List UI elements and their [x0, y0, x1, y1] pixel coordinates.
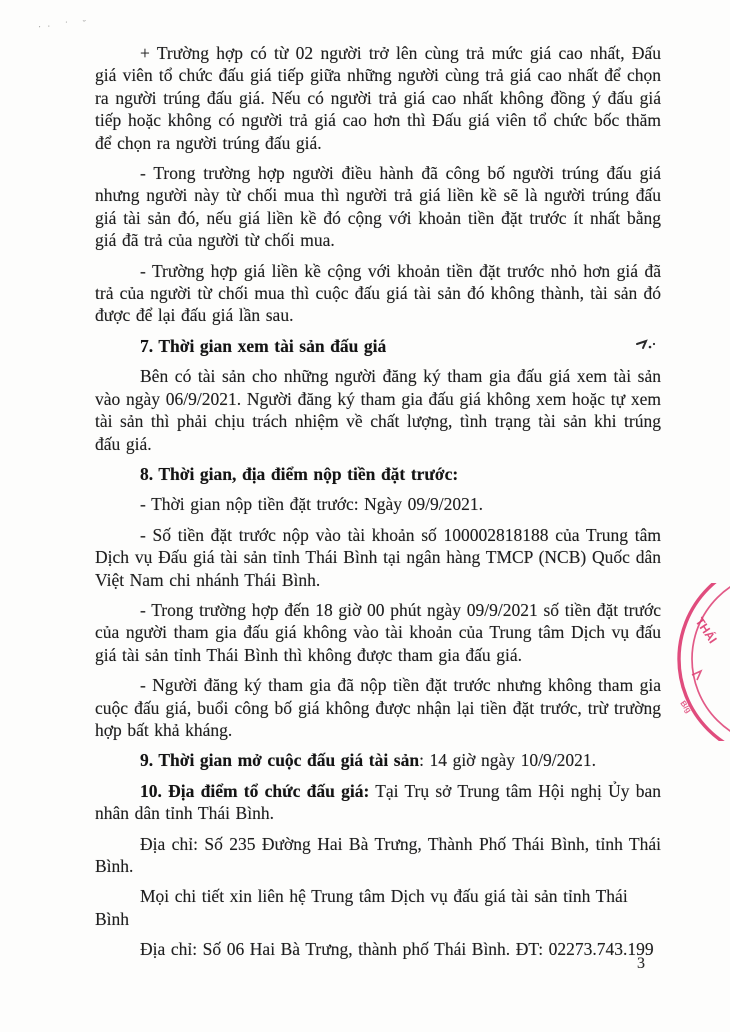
paragraph-deposit-account: - Số tiền đặt trước nộp vào tài khoản số 100002818188 của Trung tâm Dịch vụ Đấu giá tài sản tỉnh Thái Bình tại ngân hàng TMCP (NCB) Quốc dân Việt Nam chi nhánh Thái Bình.: [95, 524, 661, 590]
paragraph-deposit-forfeit: - Người đăng ký tham gia đã nộp tiền đặt trước nhưng không tham gia cuộc đấu giá, buổi công bố giá không được nhận lại tiền đặt trước, trừ trường hợp bất khả kháng.: [95, 675, 661, 740]
paragraph-asset-viewing: Bên có tài sản cho những người đăng ký tham gia đấu giá xem tài sản vào ngày 06/9/2021. Người đăng ký tham gia đấu giá không xem hoặc tự xem tài sản thì phải chịu trách nhiệm về chất lượng, tình trạng tài sản khi trúng đấu giá.: [95, 366, 661, 454]
paragraph-auction-failed: - Trường hợp giá liền kề cộng với khoản tiền đặt trước nhỏ hơn giá đã trả của người từ chối mua thì cuộc đấu giá tài sản đó không thành, tài sản đó được để lại đấu giá lần sau.: [95, 260, 661, 326]
document-body: [95, 42, 661, 969]
page-number: 3: [637, 955, 645, 972]
heading-section-10-value: Tại Trụ sở Trung tâm Hội nghị Ủy ban nhân dân tỉnh Thái Bình.: [95, 780, 661, 824]
paragraph-deposit-time: - Thời gian nộp tiền đặt trước: Ngày 09/9/2021.: [140, 494, 483, 515]
official-red-stamp-edge: [672, 583, 730, 741]
stamp-text: THÁI: [692, 614, 720, 646]
scan-noise-speckle: ·· ˙ ˘: [37, 18, 93, 34]
paragraph-refusal-next-bidder: - Trong trường hợp người điều hành đã công bố người trúng đấu giá nhưng người này từ chối mua thì người trả giá liền kề sẽ là người trúng đấu giá tài sản đó, nếu giá liền kề đó cộng với khoản tiền đặt trước ít nhất bằng giá đã trả của người từ chối mua.: [95, 163, 661, 251]
paragraph-tie-bid-rule: + Trường hợp có từ 02 người trở lên cùng trả mức giá cao nhất, Đấu giá viên tổ chức đấu giá tiếp giữa những người cùng trả giá cao nhất để chọn ra người trúng đấu giá. Nếu có người trả giá cao nhất không đồng ý đấu giá tiếp hoặc không có người trả giá cao hơn thì Đấu giá viên tổ chức bốc thăm để chọn ra người trúng đấu giá.: [95, 43, 661, 153]
heading-section-10: [95, 780, 661, 825]
heading-section-9-label: 9. Thời gian mở cuộc đấu giá tài sản: [140, 750, 420, 771]
heading-section-10-label: 10. Địa điểm tổ chức đấu giá:: [140, 780, 370, 801]
heading-section-9-value: : 14 giờ ngày 10/9/2021.: [419, 750, 596, 771]
paragraph-deposit-deadline: - Trong trường hợp đến 18 giờ 00 phút ngày 09/9/2021 số tiền đặt trước của người tham gia đấu giá không vào tài khoản của Trung tâm Dịch vụ đấu giá tài sản tỉnh Thái Bình thì không được tham gia đấu giá.: [95, 599, 661, 665]
heading-section-7: 7. Thời gian xem tài sản đấu giá: [140, 335, 387, 356]
heading-section-8: 8. Thời gian, địa điểm nộp tiền đặt trước:: [140, 463, 459, 484]
svg-text:B/g: B/g: [678, 698, 694, 715]
paragraph-contact-address-phone: Địa chỉ: Số 06 Hai Bà Trưng, thành phố Thái Bình. ĐT: 02273.743.199: [140, 939, 654, 960]
handwritten-scribble-mark: [633, 338, 663, 360]
paragraph-contact-org: Mọi chi tiết xin liên hệ Trung tâm Dịch vụ đấu giá tài sản tỉnh Thái Bình: [95, 886, 628, 929]
heading-section-9: [95, 749, 661, 771]
paragraph-venue-address: Địa chỉ: Số 235 Đường Hai Bà Trưng, Thành Phố Thái Bình, tỉnh Thái Bình.: [95, 833, 661, 876]
